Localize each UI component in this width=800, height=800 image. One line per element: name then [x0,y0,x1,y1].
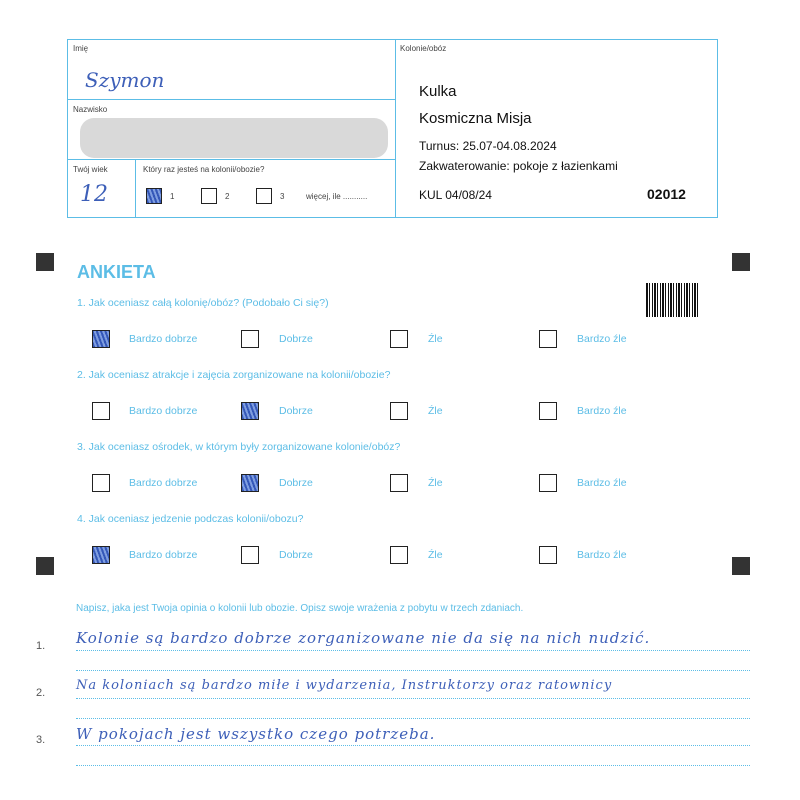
nazwisko-label: Nazwisko [73,105,108,114]
q3-option-zle: Źle [428,477,443,489]
ktory-raz-checkbox-2[interactable] [201,188,217,204]
camp-code: KUL 04/08/24 [419,188,492,202]
q3-checkbox-dobrze[interactable] [241,474,259,492]
q2-checkbox-zle[interactable] [390,402,408,420]
q3-option-dobrze: Dobrze [279,477,313,489]
q2-checkbox-bardzo-zle[interactable] [539,402,557,420]
opinion-line-number: 2. [36,687,46,699]
q1-checkbox-bardzo-zle[interactable] [539,330,557,348]
q2-checkbox-dobrze[interactable] [241,402,259,420]
camp-name: Kulka [419,83,457,100]
nazwisko-redacted [80,118,388,158]
registration-marker [732,253,750,271]
q3-checkbox-zle[interactable] [390,474,408,492]
q3-checkbox-bardzo-dobrze[interactable] [92,474,110,492]
q3-option-bardzo-dobrze: Bardzo dobrze [129,477,198,489]
header-divider [135,159,136,218]
ktory-raz-checkbox-1[interactable] [146,188,162,204]
survey-title: ANKIETA [77,262,156,282]
wiek-value: 12 [80,182,108,207]
q4-option-bardzo-dobrze: Bardzo dobrze [129,549,198,561]
form-number: 02012 [647,186,686,202]
q4-checkbox-bardzo-dobrze[interactable] [92,546,110,564]
ktory-raz-option-3: 3 [280,192,285,201]
ktory-raz-option-2: 2 [225,192,230,201]
opinion-line-number: 3. [36,734,46,746]
question-2: 2. Jak oceniasz atrakcje i zajęcia zorganizowane na kolonii/obozie? [77,369,391,381]
writing-line [76,718,750,719]
writing-line [76,670,750,671]
opinion-answer-1[interactable]: Kolonie są bardzo dobrze zorganizowane nie da się na nich nudzić. [76,629,651,647]
ktory-raz-option-1: 1 [170,192,175,201]
q4-option-bardzo-zle: Bardzo źle [577,549,627,561]
registration-marker [36,253,54,271]
q1-checkbox-zle[interactable] [390,330,408,348]
q4-option-dobrze: Dobrze [279,549,313,561]
q2-option-dobrze: Dobrze [279,405,313,417]
registration-marker [36,557,54,575]
ktory-raz-checkbox-3[interactable] [256,188,272,204]
q1-option-bardzo-dobrze: Bardzo dobrze [129,333,198,345]
wiek-label: Twój wiek [73,165,108,174]
opinion-answer-2[interactable]: Na koloniach są bardzo miłe i wydarzenia, Instruktorzy oraz ratownicy [76,678,613,693]
kolonie-label: Kolonie/obóz [400,44,447,53]
opinion-prompt: Napisz, jaka jest Twoja opinia o kolonii lub obozie. Opisz swoje wrażenia z pobytu w trzech zdaniach. [76,603,524,614]
ktory-raz-option-more: więcej, ile ........... [306,192,368,201]
question-1: 1. Jak oceniasz całą kolonię/obóz? (Podobało Ci się?) [77,297,329,309]
q1-option-bardzo-zle: Bardzo źle [577,333,627,345]
q3-checkbox-bardzo-zle[interactable] [539,474,557,492]
question-3: 3. Jak oceniasz ośrodek, w którym były zorganizowane kolonie/obóz? [77,441,401,453]
writing-line [76,745,750,746]
q2-option-zle: Źle [428,405,443,417]
header-rule [67,159,395,160]
q4-option-zle: Źle [428,549,443,561]
opinion-line-number: 1. [36,640,46,652]
q4-checkbox-bardzo-zle[interactable] [539,546,557,564]
writing-line [76,765,750,766]
header-divider [395,39,396,218]
q1-checkbox-bardzo-dobrze[interactable] [92,330,110,348]
header-rule [67,99,395,100]
q4-checkbox-zle[interactable] [390,546,408,564]
zakwaterowanie: Zakwaterowanie: pokoje z łazienkami [419,159,618,173]
q4-checkbox-dobrze[interactable] [241,546,259,564]
ktory-raz-label: Który raz jesteś na kolonii/obozie? [143,165,265,174]
writing-line [76,650,750,651]
q3-option-bardzo-zle: Bardzo źle [577,477,627,489]
q1-option-dobrze: Dobrze [279,333,313,345]
q1-checkbox-dobrze[interactable] [241,330,259,348]
q2-checkbox-bardzo-dobrze[interactable] [92,402,110,420]
barcode [646,283,700,317]
writing-line [76,698,750,699]
turnus: Turnus: 25.07-04.08.2024 [419,139,557,153]
opinion-answer-3[interactable]: W pokojach jest wszystko czego potrzeba. [76,725,436,743]
registration-marker [732,557,750,575]
q2-option-bardzo-zle: Bardzo źle [577,405,627,417]
q2-option-bardzo-dobrze: Bardzo dobrze [129,405,198,417]
question-4: 4. Jak oceniasz jedzenie podczas kolonii/obozu? [77,513,304,525]
imie-label: Imię [73,44,89,53]
camp-theme: Kosmiczna Misja [419,110,532,127]
imie-value: Szymon [85,68,165,92]
q1-option-zle: Źle [428,333,443,345]
